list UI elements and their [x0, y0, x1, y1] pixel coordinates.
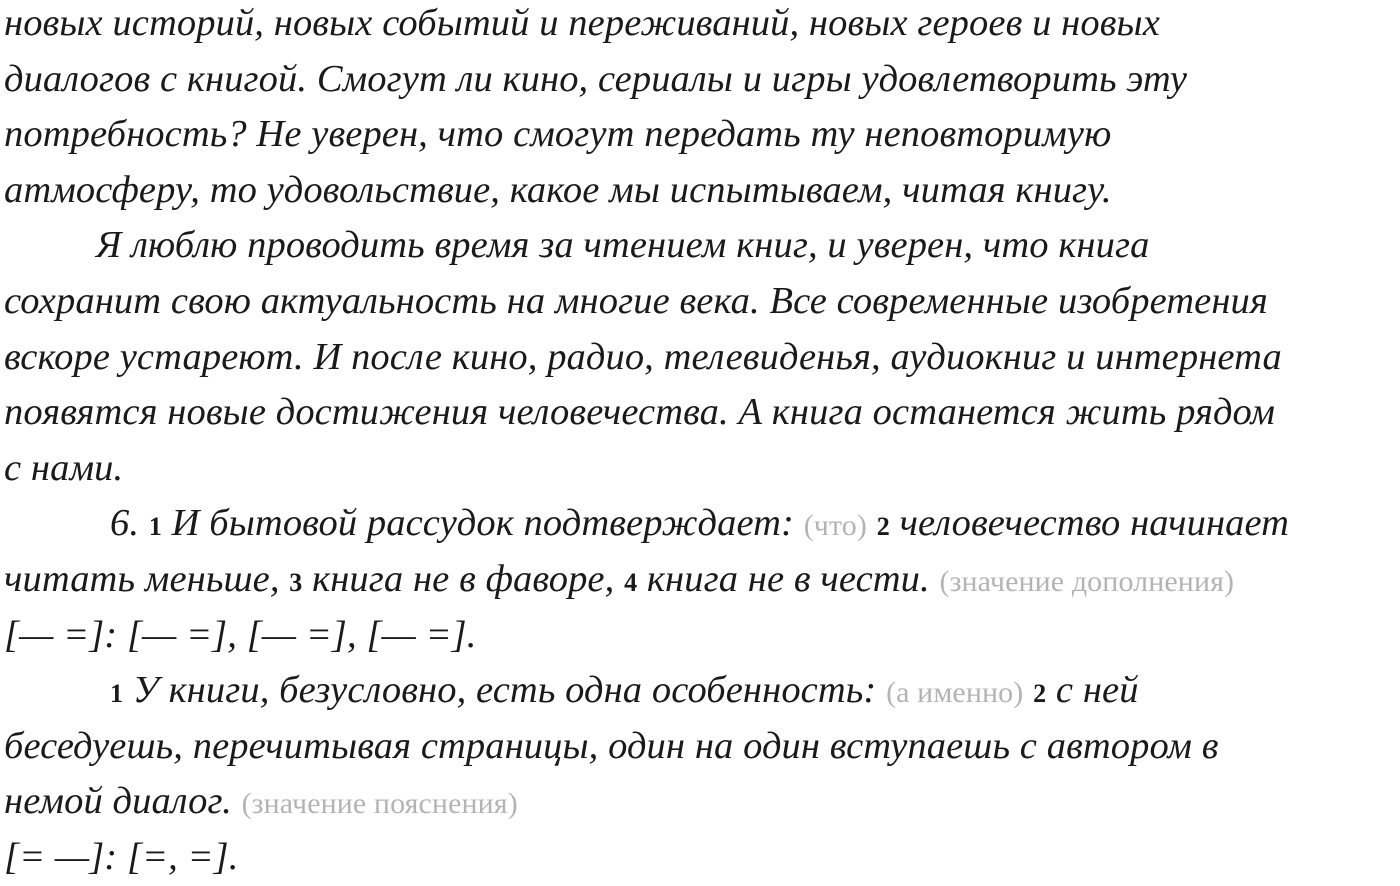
text-line: потребность? Не уверен, что смогут передать ту неповторимую [4, 113, 1112, 156]
text-line: с нами. [4, 446, 124, 489]
text-line: атмосферу, то удовольствие, какое мы испытываем, читая книгу. [4, 168, 1112, 211]
paragraph-2 [4, 218, 1400, 496]
clause-number: 3 [289, 567, 303, 597]
grammar-note: (что) [803, 509, 867, 543]
text-line: новых историй, новых событий и переживаний, новых героев и новых [4, 2, 1160, 44]
text-line: диалогов с книгой. Смогут ли кино, сериалы и игры удовлетворить эту [4, 57, 1188, 100]
paragraph-1 [4, 0, 1400, 218]
clause-text: книга не в чести. [646, 557, 930, 600]
clause-text: У книги, безусловно, есть одна особенность: [132, 669, 877, 712]
clause-text: человечество начинает [899, 502, 1290, 545]
clause-text: немой диалог. [4, 780, 232, 823]
grammar-note: (значение пояснения) [241, 787, 518, 821]
sentence-scheme: [= —]: [=, =]. [4, 835, 239, 878]
clause-text: И бытовой рассудок подтверждает: [171, 502, 794, 545]
sentence-2-line-1 [4, 663, 1400, 719]
task-6 [4, 496, 1400, 663]
text-line: Я люблю проводить время за чтением книг, и уверен, что книга [96, 224, 1150, 267]
text-line: появятся новые достижения человечества. А книга останется жить рядом [4, 391, 1276, 434]
clause-number: 1 [148, 512, 162, 542]
sentence-2 [4, 663, 1400, 885]
clause-text: читать меньше, [4, 557, 280, 600]
text-line: беседуешь, перечитывая страницы, один на один вступаешь с автором в [4, 724, 1219, 767]
task-6-line-2 [4, 552, 1400, 608]
text-line: сохранит свою актуальность на многие века. Все современные изобретения [4, 279, 1268, 322]
clause-text: с ней [1055, 669, 1139, 712]
clause-number: 2 [1033, 679, 1047, 709]
task-6-line-1 [4, 496, 1400, 552]
sentence-2-line-3 [4, 774, 1400, 830]
clause-number: 2 [876, 512, 890, 542]
grammar-note: (значение дополнения) [939, 564, 1235, 598]
clause-number: 1 [110, 679, 124, 709]
document-body [4, 0, 1400, 886]
clause-number: 4 [624, 567, 638, 597]
task-number: 6. [110, 502, 140, 545]
clause-text: книга не в фаворе, [312, 557, 615, 600]
grammar-note: (а именно) [886, 676, 1024, 710]
sentence-scheme: [— =]: [— =], [— =], [— =]. [4, 613, 477, 656]
text-line: вскоре устареют. И после кино, радио, телевиденья, аудиокниг и интернета [4, 335, 1282, 378]
